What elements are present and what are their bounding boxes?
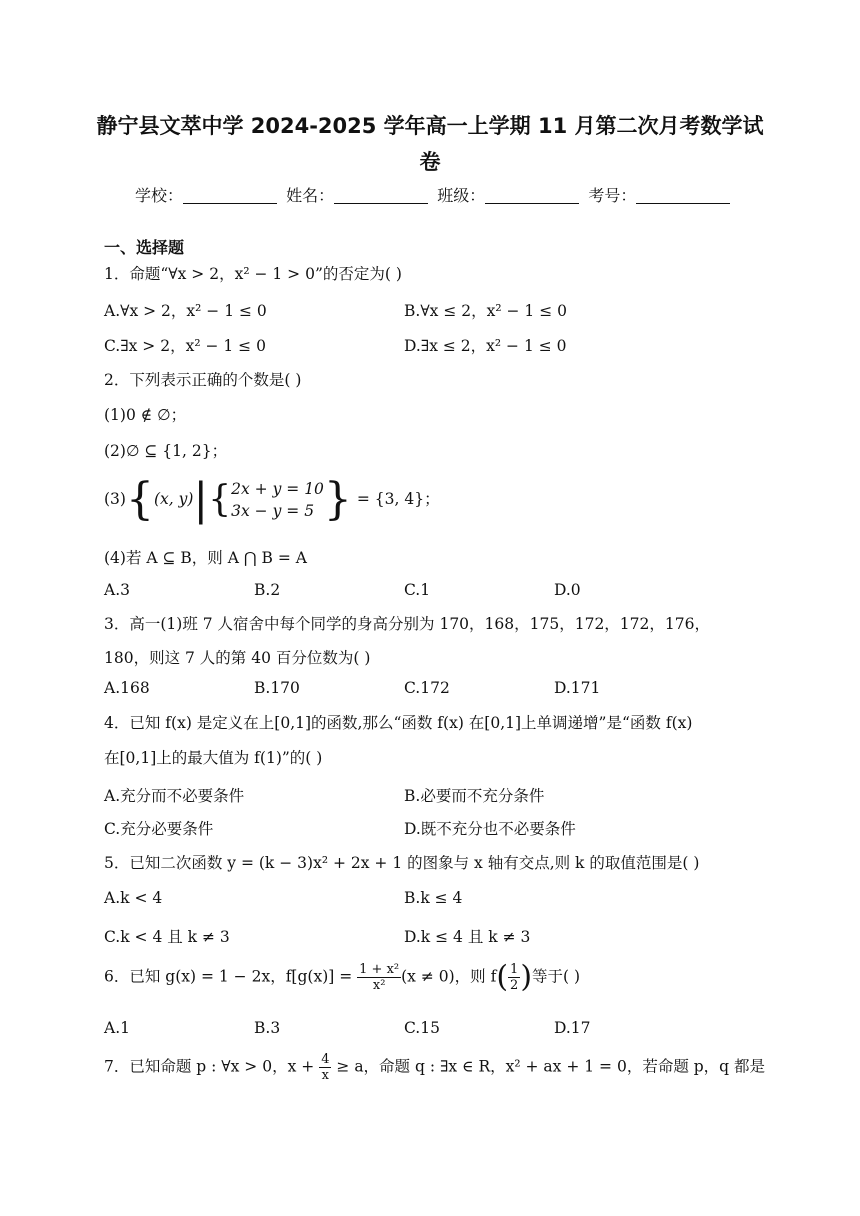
q5-option-c: C.k < 4 且 k ≠ 3 — [104, 928, 230, 946]
q5-option-a: A.k < 4 — [104, 889, 163, 907]
q3-option-b: B.170 — [254, 679, 300, 697]
q6-stem-c: 等于( ) — [532, 967, 581, 986]
q7-stem-a: 7．已知命题 p : ∀x > 0，x + — [104, 1057, 315, 1076]
q6-half-den: 2 — [510, 978, 519, 993]
q3-option-c: C.172 — [404, 679, 450, 697]
q2-option-b: B.2 — [254, 581, 281, 599]
q2-statement-2: (2)∅ ⊆ {1, 2}； — [104, 442, 228, 460]
q6-stem — [104, 959, 581, 995]
q1-option-c: C.∃x > 2，x² − 1 ≤ 0 — [104, 337, 266, 355]
number-label: 考号： — [588, 186, 637, 205]
q2-option-c: C.1 — [404, 581, 431, 599]
q7-stem-b: ≥ a，命题 q : ∃x ∈ R，x² + ax + 1 = 0，若命题 p，q 都是 — [336, 1057, 766, 1076]
q2-stem: 2．下列表示正确的个数是( ) — [104, 371, 302, 389]
q3-stem-line1: 3．高一(1)班 7 人宿舍中每个同学的身高分别为 170，168，175，172，172，176， — [104, 615, 710, 633]
section-heading: 一、选择题 — [104, 238, 185, 257]
exam-title-line1: 静宁县文萃中学 2024-2025 学年高一上学期 11 月第二次月考数学试 — [96, 114, 764, 138]
q6-option-c: C.15 — [404, 1019, 440, 1037]
q2-statement-1: (1)0 ∉ ∅； — [104, 406, 187, 424]
q6-frac-den: x² — [372, 978, 386, 993]
q6-option-b: B.3 — [254, 1019, 281, 1037]
q7-fraction — [319, 1052, 331, 1083]
equation-system — [231, 478, 324, 522]
school-blank — [183, 186, 277, 204]
q2-s3-eq1: 2x + y = 10 — [231, 480, 324, 498]
q1-option-d: D.∃x ≤ 2，x² − 1 ≤ 0 — [404, 337, 567, 355]
name-label: 姓名： — [286, 186, 335, 205]
q7-frac-den: x — [321, 1068, 329, 1083]
set-brace-left-icon: { — [125, 474, 154, 525]
q7-stem — [104, 1052, 765, 1083]
set-brace-right-icon: } — [323, 474, 352, 525]
exam-title-line2: 卷 — [419, 150, 441, 174]
q6-frac-num: 1 + x² — [359, 962, 400, 977]
class-label: 班级： — [437, 186, 486, 205]
q4-option-c: C.充分必要条件 — [104, 820, 214, 838]
q4-option-d: D.既不充分也不必要条件 — [404, 820, 576, 838]
q6-half-num: 1 — [510, 962, 519, 977]
q2-statement-3 — [104, 474, 440, 525]
class-blank — [485, 186, 579, 204]
q2-s3-lhs: (x, y) — [153, 490, 194, 508]
q4-stem-line2: 在[0,1]上的最大值为 f(1)”的( ) — [104, 749, 323, 767]
q4-option-b: B.必要而不充分条件 — [404, 787, 545, 805]
q5-option-b: B.k ≤ 4 — [404, 889, 463, 907]
q2-s3-prefix: (3) — [104, 490, 126, 508]
q6-fraction — [357, 962, 401, 993]
q2-option-d: D.0 — [554, 581, 581, 599]
number-blank — [636, 186, 730, 204]
q6-stem-a: 6．已知 g(x) = 1 − 2x，f[g(x)] = — [104, 967, 353, 986]
q3-option-d: D.171 — [554, 679, 601, 697]
q6-half-fraction — [508, 962, 520, 993]
paren-right-icon: ) — [520, 959, 533, 995]
q6-stem-b: (x ≠ 0)，则 f — [401, 967, 497, 986]
q3-stem-line2: 180，则这 7 人的第 40 百分位数为( ) — [104, 649, 371, 667]
q6-option-d: D.17 — [554, 1019, 591, 1037]
set-bar-icon: | — [193, 474, 209, 525]
q5-option-d: D.k ≤ 4 且 k ≠ 3 — [404, 928, 531, 946]
q6-option-a: A.1 — [104, 1019, 130, 1037]
q7-frac-num: 4 — [321, 1052, 330, 1067]
q2-s3-rhs: = {3, 4}； — [356, 490, 440, 508]
q3-option-a: A.168 — [104, 679, 150, 697]
q2-s3-eq2: 3x − y = 5 — [231, 502, 315, 520]
name-blank — [334, 186, 428, 204]
system-brace-icon: { — [208, 479, 232, 520]
q1-option-a: A.∀x > 2，x² − 1 ≤ 0 — [104, 302, 267, 320]
school-label: 学校： — [135, 186, 184, 205]
q1-stem: 1．命题“∀x > 2，x² − 1 > 0”的否定为( ) — [104, 265, 402, 283]
q2-option-a: A.3 — [104, 581, 130, 599]
q5-stem: 5．已知二次函数 y = (k − 3)x² + 2x + 1 的图象与 x 轴有交点,则 k 的取值范围是( ) — [104, 854, 700, 872]
student-info-row — [135, 183, 734, 206]
q4-option-a: A.充分而不必要条件 — [104, 787, 245, 805]
q2-statement-4: (4)若 A ⊆ B，则 A ⋂ B = A — [104, 549, 307, 567]
paren-left-icon: ( — [496, 959, 509, 995]
q4-stem-line1: 4．已知 f(x) 是定义在上[0,1]的函数,那么“函数 f(x) 在[0,1]上单调递增”是“函数 f(x) — [104, 714, 693, 732]
q1-option-b: B.∀x ≤ 2，x² − 1 ≤ 0 — [404, 302, 567, 320]
